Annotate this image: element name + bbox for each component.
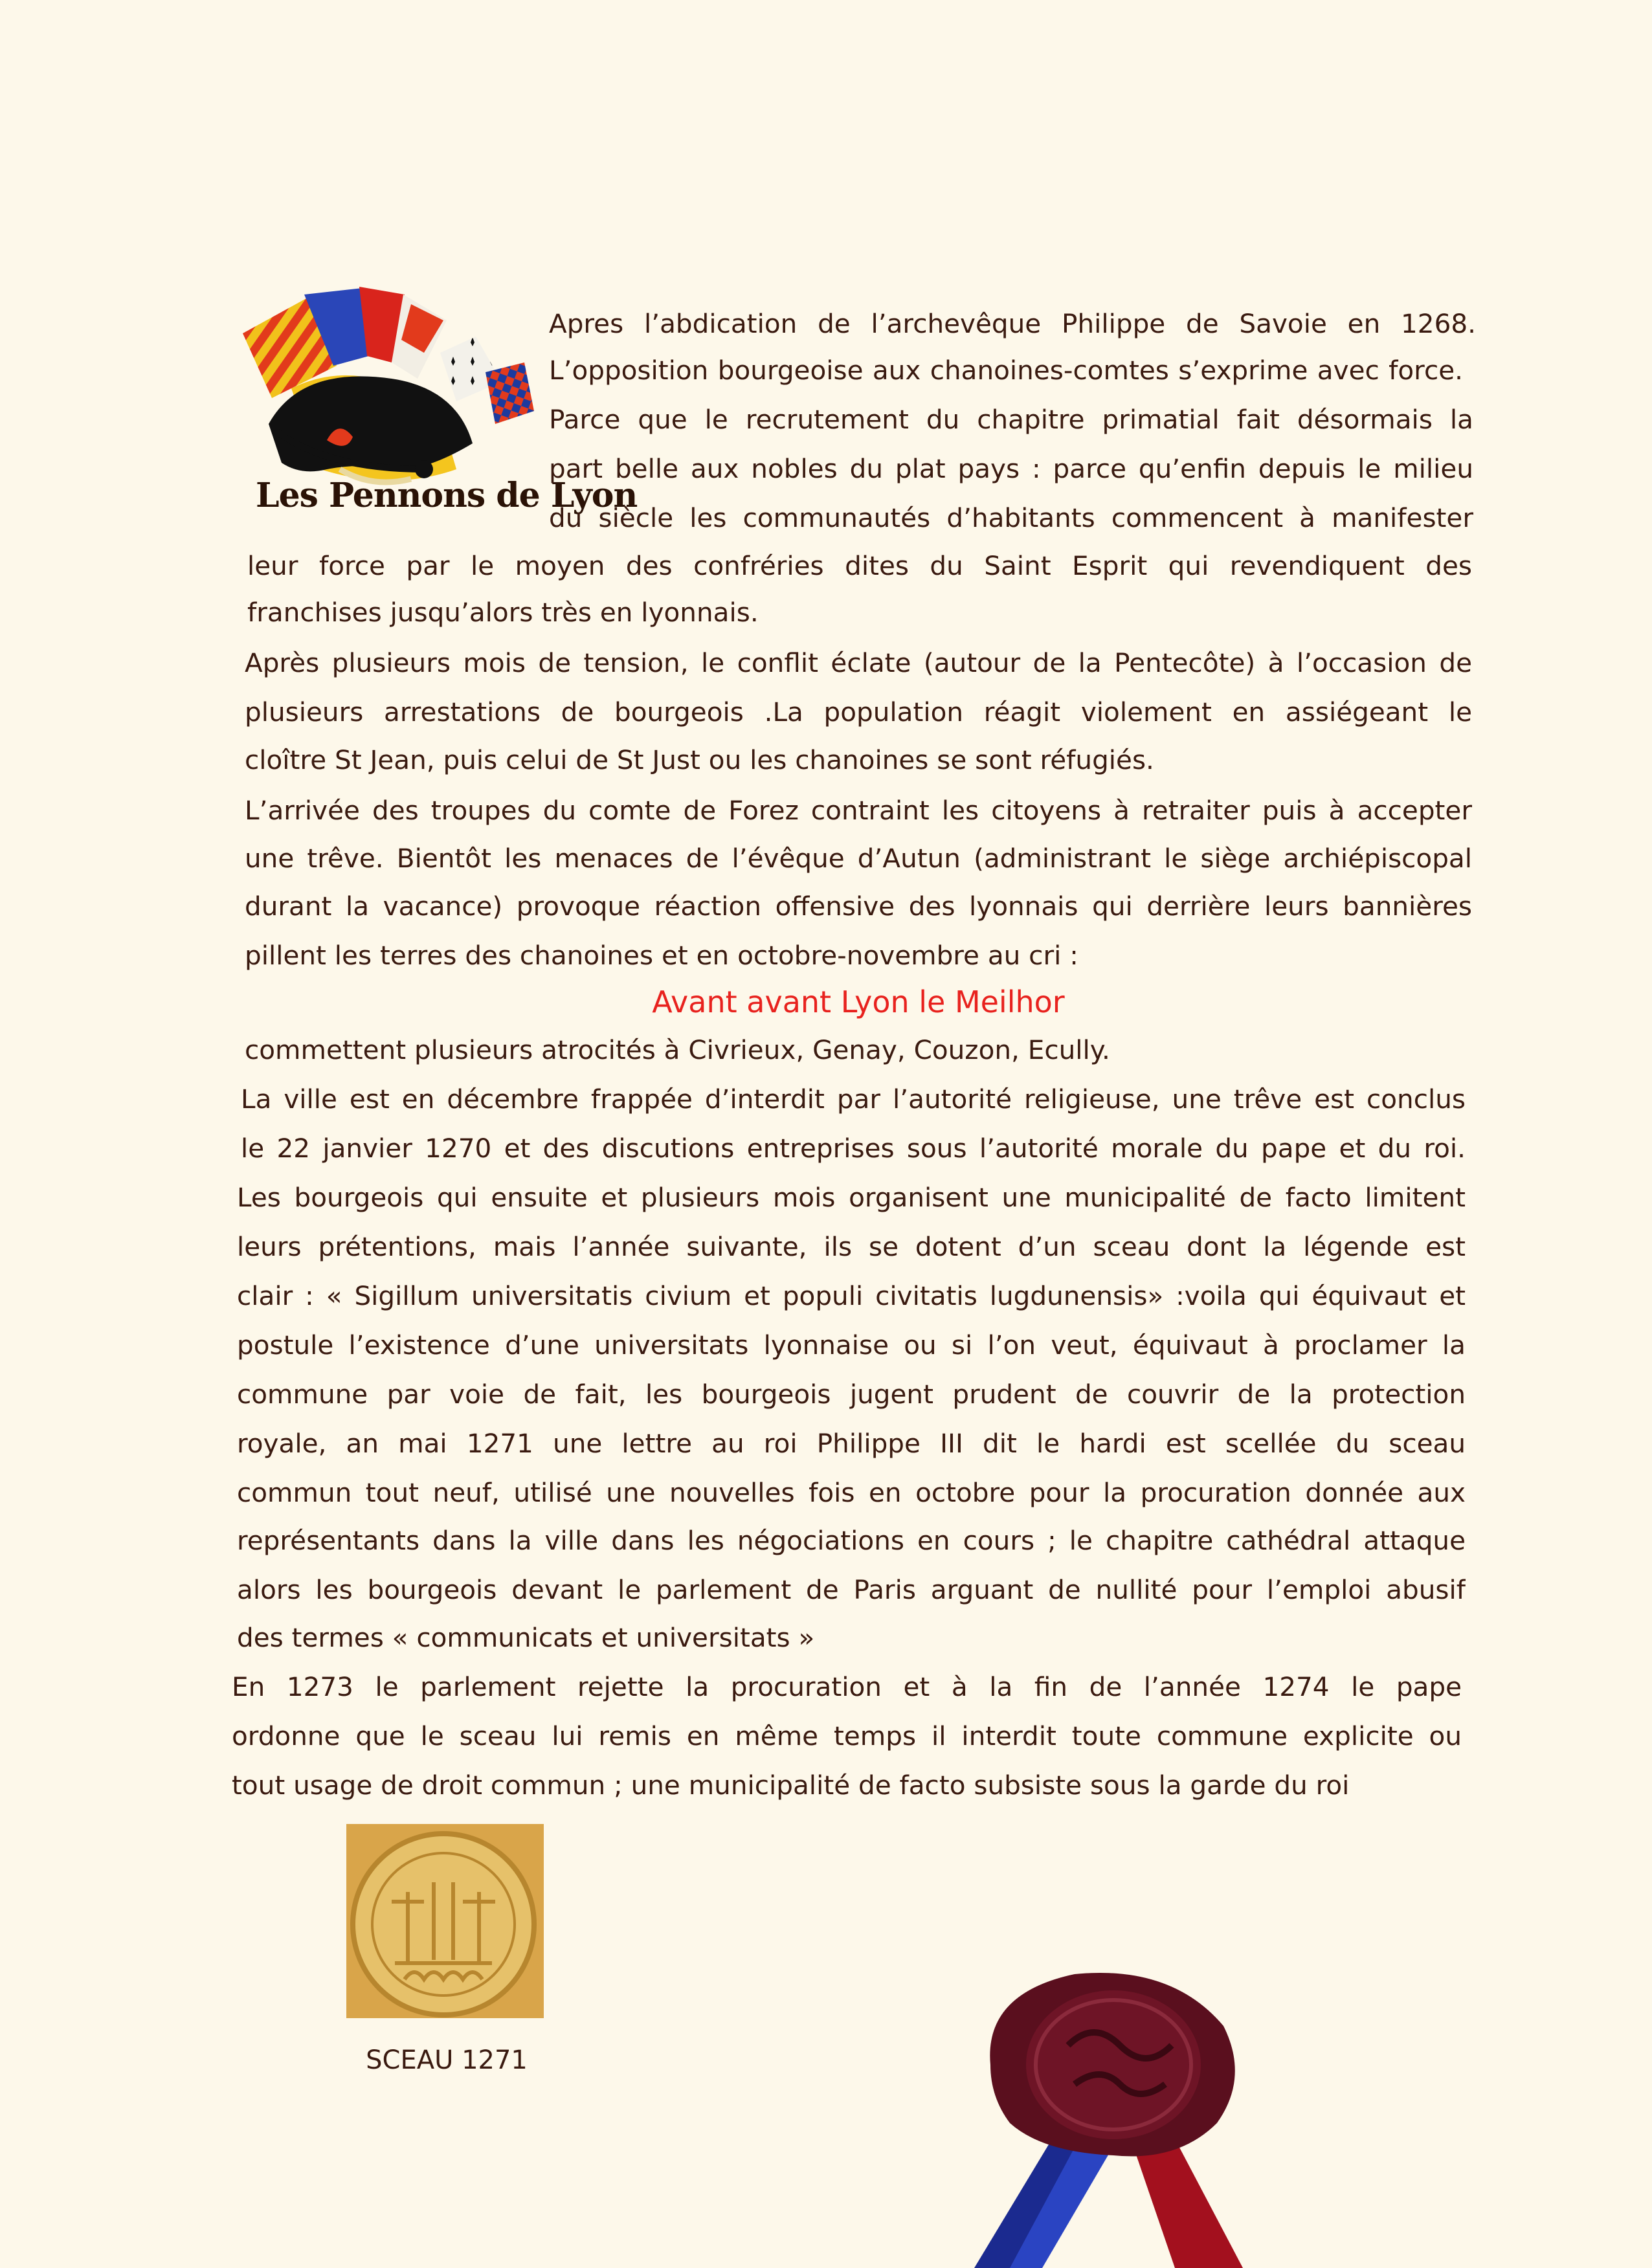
text-line: Parce que le recrutement du chapitre primatial fait désormais la <box>549 404 1473 435</box>
text-line: commettent plusieurs atrocités à Civrieux, Genay, Couzon, Ecully. <box>245 1034 1110 1065</box>
text-line: ordonne que le sceau lui remis en même temps il interdit toute commune explicite ou <box>232 1720 1462 1751</box>
text-line: durant la vacance) provoque réaction offensive des lyonnais qui derrière leurs bannières <box>245 891 1472 922</box>
text-line: Les bourgeois qui ensuite et plusieurs mois organisent une municipalité de facto limitent <box>237 1182 1466 1213</box>
wax-seal-with-ribbon <box>965 1968 1256 2268</box>
seal-caption: SCEAU 1271 <box>366 2045 528 2075</box>
text-line: La ville est en décembre frappée d’interdit par l’autorité religieuse, une trêve est conclus <box>241 1084 1466 1115</box>
text-line: commun tout neuf, utilisé une nouvelles fois en octobre pour la procuration donnée aux <box>237 1477 1466 1508</box>
text-line: leurs prétentions, mais l’année suivante, ils se dotent d’un sceau dont la légende est <box>237 1231 1466 1262</box>
text-line: plusieurs arrestations de bourgeois .La population réagit violement en assiégeant le <box>245 696 1472 728</box>
text-line: postule l’existence d’une universitats lyonnaise ou si l’on veut, équivaut à proclamer la <box>237 1329 1466 1361</box>
text-line: Apres l’abdication de l’archevêque Philippe de Savoie en 1268. <box>549 308 1476 339</box>
text-line: commune par voie de fait, les bourgeois jugent prudent de couvrir de la protection <box>237 1379 1466 1410</box>
text-line: le 22 janvier 1270 et des discutions entreprises sous l’autorité morale du pape et du roi. <box>241 1133 1466 1164</box>
text-line: pillent les terres des chanoines et en octobre-novembre au cri : <box>245 940 1078 971</box>
text-line: clair : « Sigillum universitatis civium et populi civitatis lugdunensis» :voila qui équivaut et <box>237 1280 1466 1311</box>
text-line: du siècle les communautés d’habitants commencent à manifester <box>549 502 1473 533</box>
text-line: L’opposition bourgeoise aux chanoines-comtes s’exprime avec force. <box>549 355 1463 386</box>
text-line: une trêve. Bientôt les menaces de l’évêque d’Autun (administrant le siège archiépiscopal <box>245 843 1472 874</box>
text-line: Après plusieurs mois de tension, le conflit éclate (autour de la Pentecôte) à l’occasion de <box>245 647 1472 678</box>
text-line: des termes « communicats et universitats » <box>237 1622 815 1653</box>
text-line: royale, an mai 1271 une lettre au roi Philippe III dit le hardi est scellée du sceau <box>237 1428 1466 1459</box>
text-line: alors les bourgeois devant le parlement de Paris arguant de nullité pour l’emploi abusif <box>237 1574 1466 1605</box>
text-line: tout usage de droit commun ; une municipalité de facto subsiste sous la garde du roi <box>232 1770 1350 1801</box>
text-line: L’arrivée des troupes du comte de Forez contraint les citoyens à retraiter puis à accepter <box>245 795 1472 826</box>
city-seal-image <box>346 1824 544 2021</box>
text-line: franchises jusqu’alors très en lyonnais. <box>247 597 759 628</box>
text-line: représentants dans la ville dans les négociations en cours ; le chapitre cathédral attaque <box>237 1525 1466 1556</box>
text-line: cloître St Jean, puis celui de St Just ou les chanoines se sont réfugiés. <box>245 744 1154 775</box>
text-line: part belle aux nobles du plat pays : parce qu’enfin depuis le milieu <box>549 453 1473 484</box>
battle-cry: Avant avant Lyon le Meilhor <box>652 984 1065 1019</box>
text-line: leur force par le moyen des confréries dites du Saint Esprit qui revendiquent des <box>247 550 1472 581</box>
logo-text: Les Pennons de Lyon <box>256 476 638 515</box>
text-line: En 1273 le parlement rejette la procuration et à la fin de l’année 1274 le pape <box>232 1671 1462 1702</box>
